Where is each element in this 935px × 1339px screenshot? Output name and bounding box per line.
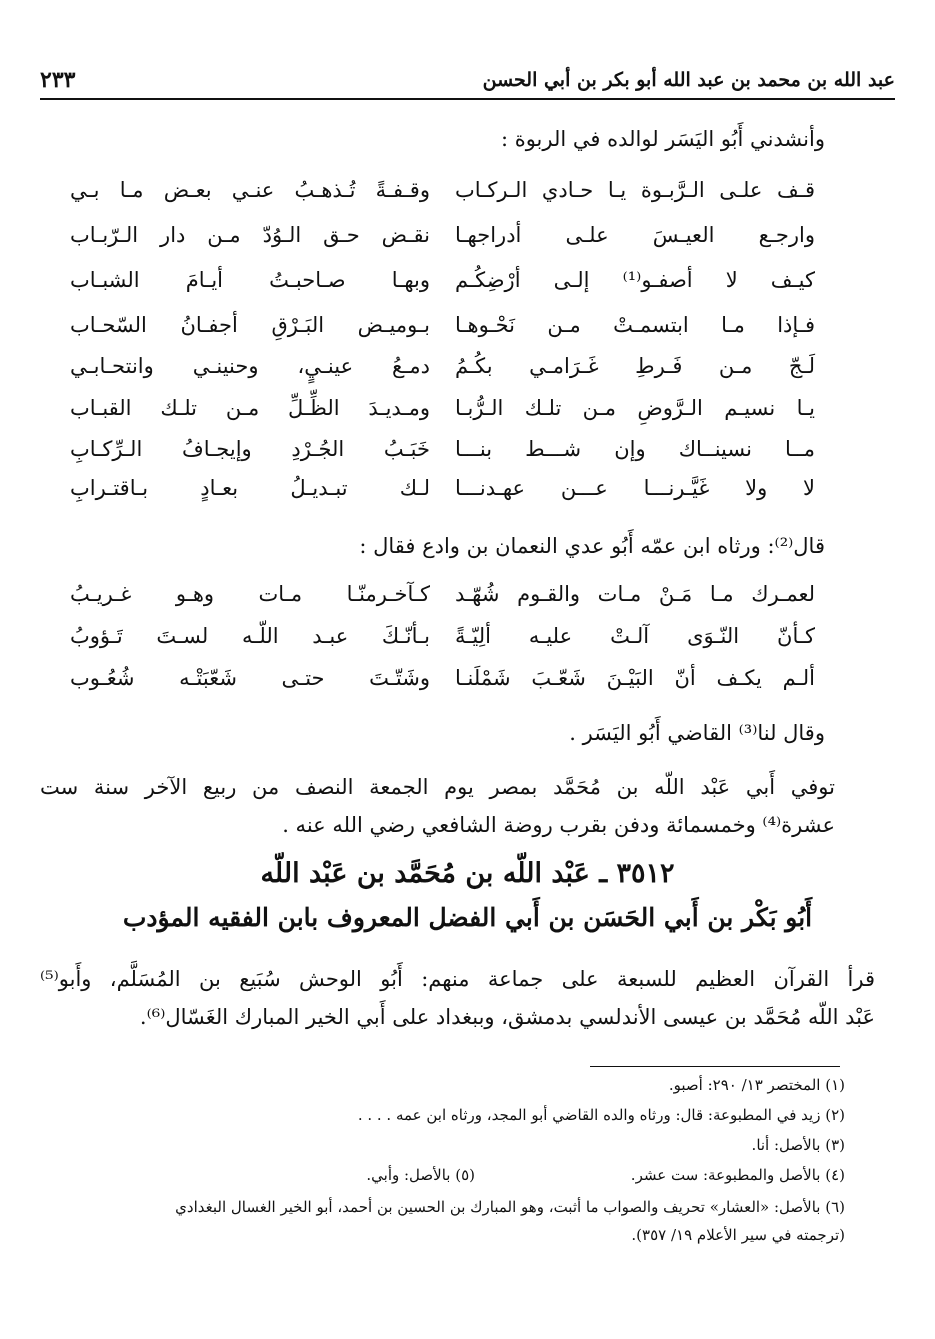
death-line-1: توفي أَبي عَبْد اللّه بن مُحَمَّد بمصر يوم الجمعة النصف من ربيع الآخر سنة ست (40, 775, 835, 799)
death-paragraph (40, 768, 835, 844)
hemistich-right: لعمـرك مـا مَـنْ مـات والقـوم شُهّـد (455, 582, 815, 606)
verse (40, 437, 815, 471)
verse (40, 354, 815, 388)
hemistich-right: يـا نسيـم الـرَّوضِ مـن تلـك الـرُّبـا (455, 396, 815, 420)
wa-qala-line: وقال لنا⁽³⁾ القاضي أَبُو اليَسَر . (569, 721, 825, 745)
hemistich-left: وقـفـةً تُـذهـبُ عنـي بعـض مـا بـي (70, 178, 430, 202)
page-header (40, 62, 895, 100)
page-number: ٢٣٣ (40, 67, 76, 93)
footnote-continuation: (ترجمته في سير الأعلام ١٩/ ٣٥٧). (631, 1226, 845, 1244)
verse (40, 582, 815, 616)
qala-line: قال⁽²⁾: ورثاه ابن عمّه أَبُو عدي النعمان بن وادع فقال : (359, 534, 825, 558)
hemistich-left: وبهـا صـاحبـتُ أيـامَ الشبـاب (70, 268, 430, 292)
intro-line: وأنشدني أَبُو اليَسَر لوالده في الربوة : (500, 127, 825, 151)
entry-subheading: أَبُو بَكْر بن أَبي الحَسَن بن أَبي الفضل المعروف بابن الفقيه المؤدب (122, 903, 813, 932)
entry-paragraph (40, 960, 875, 1036)
footnote-divider (590, 1066, 840, 1067)
hemistich-left: كـآخـرمنّـا مـات وهـو غـريـبُ (70, 582, 430, 606)
entry-line-1: قرأ القرآن العظيم للسبعة على جماعة منهم: أَبُو الوحش سُبَيع بن المُسَلَّم، وأَبو⁽⁵⁾ (40, 967, 875, 991)
hemistich-right: ألـم يكـف أنّ البَيْـنَ شَعّـبَ شَمْلَنـا (455, 666, 815, 690)
verse (40, 624, 815, 658)
hemistich-right: لَـجّ مـن فَـرطِ غَـرَامـي بكُـمُ (455, 354, 815, 378)
entry-heading: ٣٥١٢ ـ عَبْد اللّه بن مُحَمَّد بن عَبْد اللّه (260, 858, 675, 889)
hemistich-right: وارجـع العيـسَ علـى أدراجهـا (455, 223, 815, 247)
hemistich-left: وشَتّـتَ حتـى شَعّبَتْـه شُعُـوب (70, 666, 430, 690)
verse (40, 268, 815, 302)
verse (40, 223, 815, 257)
hemistich-right: كـأنّ النّـوَى آلـتْ عليـه ألِيّـةً (455, 624, 815, 648)
verse (40, 476, 815, 510)
hemistich-left: نقـض حـق الـوُدّ مـن دار الـرّبـاب (70, 223, 430, 247)
hemistich-right: كيـف لا أصفـو⁽¹⁾ إلـى أرْضِكُـم (455, 268, 815, 292)
hemistich-right: فـإذا مـا ابتسمـتْ مـن نَحْـوهـا (455, 313, 815, 337)
footnote: (٦) بالأصل: «العشار» تحريف والصواب ما أثبت، وهو المبارك بن الحسين بن أحمد، أبو الخير الغسال البغدادي (175, 1198, 845, 1216)
footnote: (٤) بالأصل والمطبوعة: ست عشر. (630, 1166, 845, 1184)
hemistich-left: بـأنّـكَ عبـد اللّـه لسـتَ تَـؤوبُ (70, 624, 430, 648)
verse (40, 313, 815, 347)
running-title: عبد الله بن محمد بن عبد الله أبو بكر بن أبي الحسن (482, 69, 895, 91)
hemistich-left: ومـديـدَ الظِّـلِّ مـن تلـك القبـاب (70, 396, 430, 420)
entry-line-2: عَبْد اللّه مُحَمَّد بن عيسى الأندلسي بدمشق، وببغداد على أَبي الخير المبارك الغَسّال⁽⁶⁾. (139, 1005, 875, 1029)
hemistich-right: قـف علـى الـرَّبـوة يـا حـادي الـركـاب (455, 178, 815, 202)
hemistich-left: بـوميـض البَـرْقِ أجفـانُ السّحـاب (70, 313, 430, 337)
hemistich-right: مــا نسينــاك وإن شـــط بنـــا (455, 437, 815, 461)
death-line-2: عشرة⁽⁴⁾ وخمسمائة ودفن بقرب روضة الشافعي رضي الله عنه . (282, 813, 835, 837)
hemistich-left: خَبَـبُ الجُـرْدِ وإيجـافُ الـرِّكـابِ (70, 437, 430, 461)
hemistich-right: لا ولا غَيَّـرنـــا عـــن عهـدنـــا (455, 476, 815, 500)
verse (40, 396, 815, 430)
footnote: (٢) زيد في المطبوعة: قال: ورثاه والده القاضي أبو المجد، ورثاه ابن عمه . . . . (357, 1106, 845, 1124)
hemistich-left: لـك تبـديـلُ بعـادٍ بـاقتـرابِ (70, 476, 430, 500)
footnote: (١) المختصر ١٣/ ٢٩٠: أصبو. (668, 1076, 845, 1094)
verse (40, 178, 815, 212)
footnote: (٣) بالأصل: أنا. (751, 1136, 845, 1154)
verse (40, 666, 815, 700)
footnote: (٥) بالأصل: وأبي. (366, 1166, 475, 1184)
hemistich-left: دمـعُ عينـيٍ، وحنينـي وانتحـابـي (70, 354, 430, 378)
